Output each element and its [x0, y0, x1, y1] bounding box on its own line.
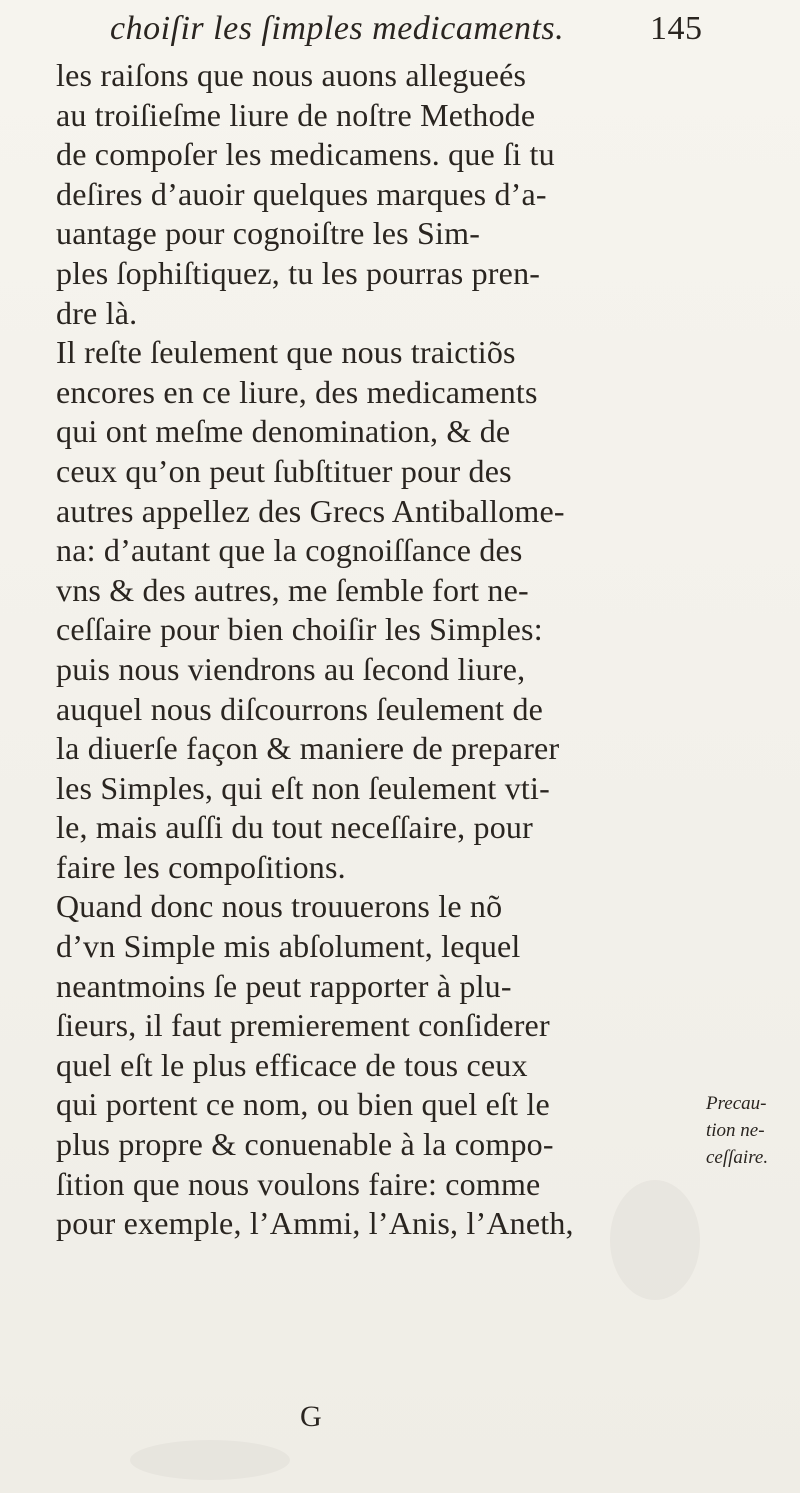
text-line: ceux qu’on peut ſubſtituer pour des	[56, 452, 512, 489]
text-line: neantmoins ſe peut rapporter à plu-	[56, 967, 512, 1004]
text-line: ſieurs, il faut premierement conſiderer	[56, 1007, 550, 1044]
text-line: les raiſons que nous auons allegueés	[56, 57, 527, 93]
signature-mark: G	[300, 1400, 322, 1433]
text-line: encores en ce liure, des medicaments	[56, 373, 538, 410]
running-head-title: choiſir les ſimples medicaments.	[110, 10, 565, 47]
page-number: 145	[650, 10, 703, 47]
text-line: les Simples, qui eſt non ſeulement vti-	[56, 769, 550, 806]
text-line: la diuerſe façon & maniere de preparer	[56, 730, 560, 767]
body-text	[56, 56, 696, 1244]
text-line: deſires d’auoir quelques marques d’a-	[56, 175, 547, 212]
text-line: faire les compoſitions.	[56, 848, 346, 885]
text-line: pour exemple, l’Ammi, l’Anis, l’Aneth,	[56, 1205, 574, 1242]
text-line: ples ſophiſtiquez, tu les pourras pren-	[56, 254, 541, 291]
paper-stain	[130, 1440, 290, 1480]
text-line: puis nous viendrons au ſecond liure,	[56, 650, 526, 687]
margin-note-line: Precau-	[706, 1093, 767, 1114]
text-line: na: d’autant que la cognoiſſance des	[56, 532, 523, 569]
text-line: Il reſte ſeulement que nous traictiõs	[56, 334, 516, 371]
text-line: Quand donc nous trouuerons le nõ	[56, 888, 503, 925]
text-line: d’vn Simple mis abſolument, lequel	[56, 928, 521, 965]
text-line: dre là.	[56, 294, 138, 331]
text-line: quel eſt le plus efficace de tous ceux	[56, 1046, 528, 1083]
text-line: au troiſieſme liure de noſtre Methode	[56, 96, 536, 133]
running-head	[110, 6, 710, 54]
text-line: le, mais auſſi du tout neceſſaire, pour	[56, 809, 533, 846]
margin-note-line: tion ne-	[706, 1120, 765, 1141]
text-line: vns & des autres, me ſemble fort ne-	[56, 571, 529, 608]
text-line: ſition que nous voulons faire: comme	[56, 1165, 541, 1202]
text-line: plus propre & conuenable à la compo-	[56, 1126, 554, 1163]
text-line: ceſſaire pour bien choiſir les Simples:	[56, 611, 543, 648]
text-line: qui portent ce nom, ou bien quel eſt le	[56, 1086, 550, 1123]
text-line: de compoſer les medicamens. que ſi tu	[56, 136, 555, 173]
margin-note-line: ceſſaire.	[706, 1147, 769, 1168]
text-line: auquel nous diſcourrons ſeulement de	[56, 690, 544, 727]
text-line: autres appellez des Grecs Antiballome-	[56, 492, 565, 529]
text-line: uantage pour cognoiſtre les Sim-	[56, 215, 481, 252]
margin-note	[706, 1090, 798, 1171]
text-line: qui ont meſme denomination, & de	[56, 413, 511, 450]
